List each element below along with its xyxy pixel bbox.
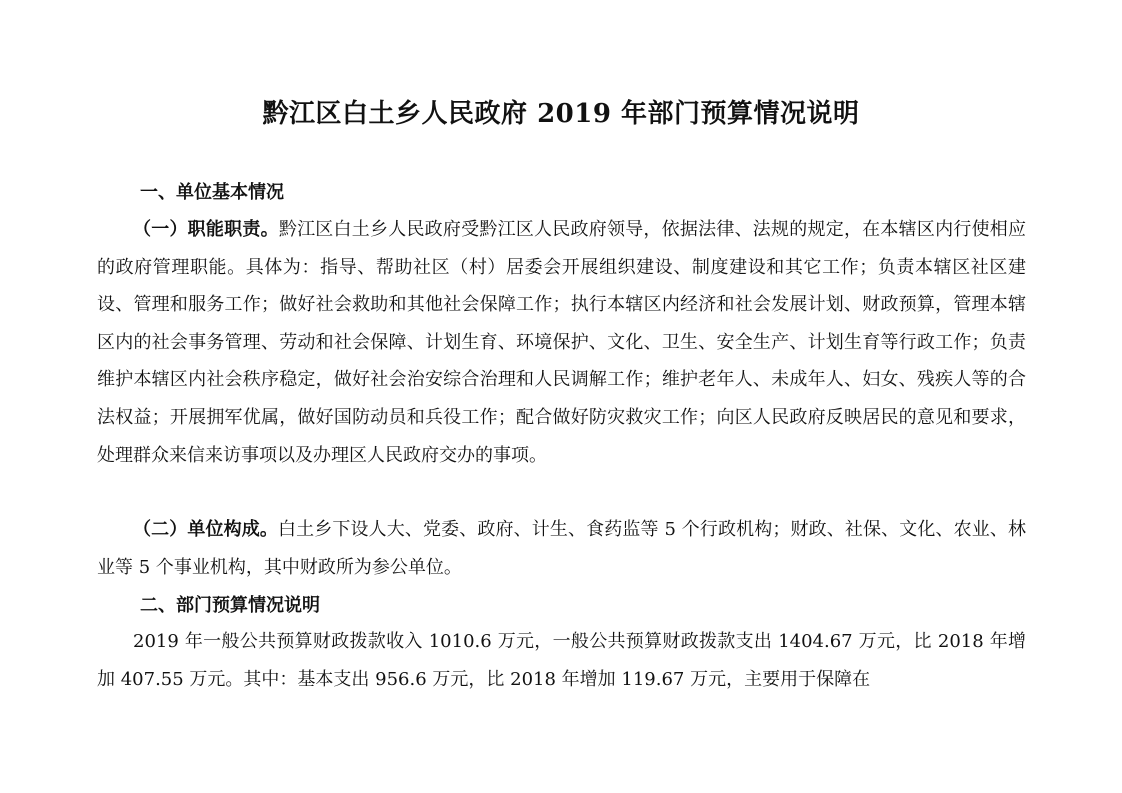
paragraph-text-functions: 黔江区白土乡人民政府受黔江区人民政府领导，依据法律、法规的规定，在本辖区内行使相应的政府管理职能。具体为：指导、帮助社区（村）居委会开展组织建设、制度建设和其它工作；负责本辖区社区建设、管理和服务工作；做好社会救助和其他社会保障工作；执行本辖区内经济和社会发展计划、财政预算，管理本辖区内的社会事务管理、劳动和社会保障、计划生育、环境保护、文化、卫生、安全生产、计划生育等行政工作；负责维护本辖区内社会秩序稳定，做好社会治安综合治理和人民调解工作；维护老年人、未成年人、妇女、残疾人等的合法权益；开展拥军优属，做好国防动员和兵役工作；配合做好防灾救灾工作；向区人民政府反映居民的意见和要求，处理群众来信来访事项以及办理区人民政府交办的事项。 [97, 219, 1027, 466]
paragraph-lead-composition: （二）单位构成。 [133, 519, 278, 540]
paragraph-functions [97, 211, 1026, 474]
paragraph-text-composition: 白土乡下设人大、党委、政府、计生、食药监等 5 个行政机构；财政、社保、文化、农业、林业等 5 个事业机构，其中财政所为参公单位。 [97, 519, 1026, 578]
paragraph-lead-functions: （一）职能职责。 [133, 219, 279, 240]
document-title: 黔江区白土乡人民政府 2019 年部门预算情况说明 [262, 99, 860, 129]
paragraph-budget: 2019 年一般公共预算财政拨款收入 1010.6 万元，一般公共预算财政拨款支出 1404.67 万元，比 2018 年增加 407.55 万元。其中：基本支出 956.6 万元，比 2018 年增加 119.67 万元，主要用于保障在 [97, 631, 1026, 690]
section-heading-unit-basics: 一、单位基本情况 [140, 182, 284, 203]
paragraph-composition [97, 511, 1026, 586]
section-heading-budget: 二、部门预算情况说明 [140, 595, 320, 616]
